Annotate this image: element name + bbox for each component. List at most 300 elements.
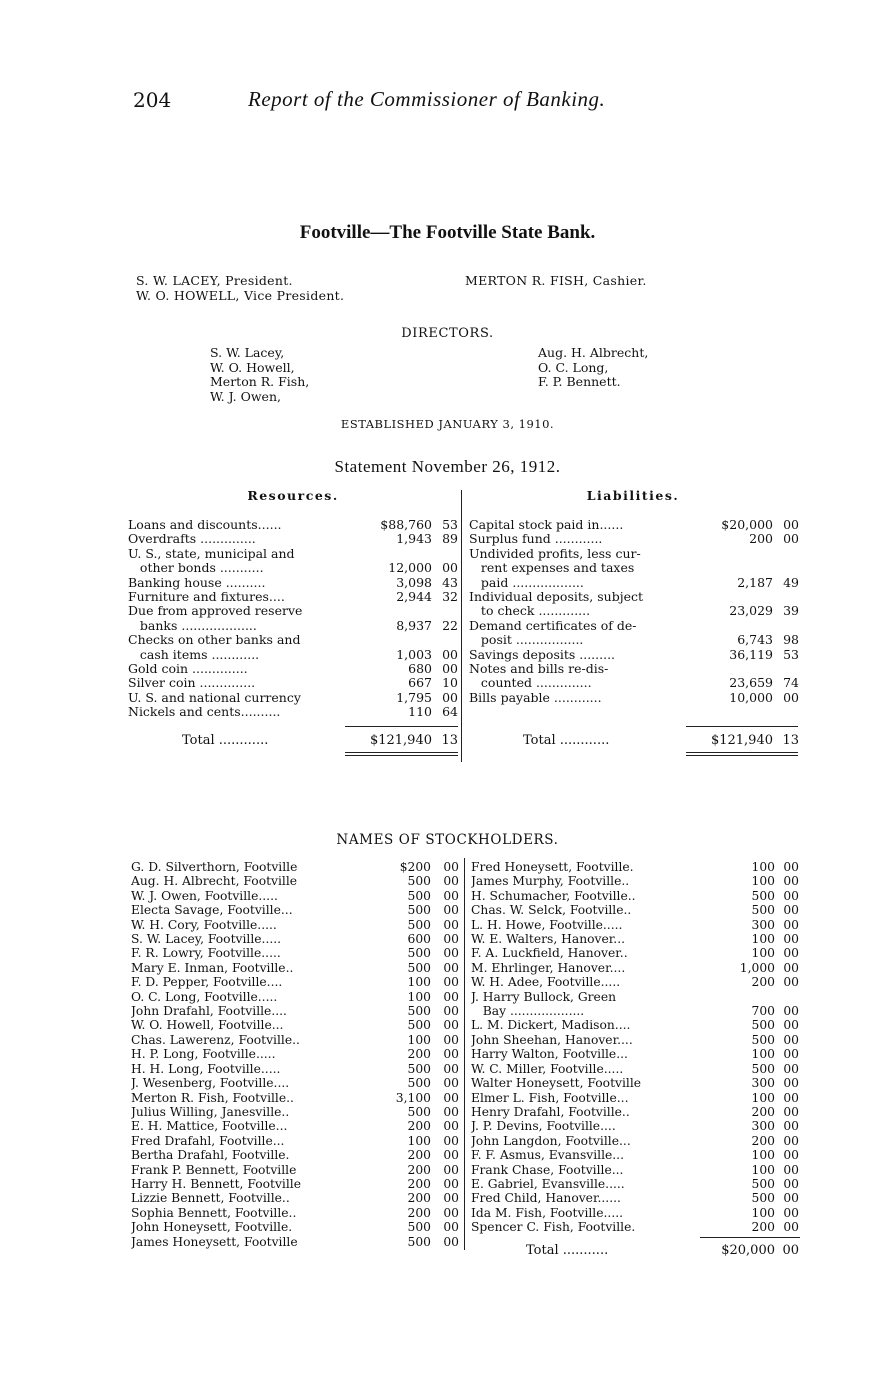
row-cents: 89 <box>442 531 458 547</box>
stockholders-left <box>131 860 459 1249</box>
row-dollars: 600 <box>407 932 431 947</box>
row-label: to check ............. <box>469 604 591 619</box>
table-row <box>471 975 799 989</box>
row-dollars: 200 <box>751 1133 775 1148</box>
table-row <box>128 561 458 575</box>
row-dollars: 200 <box>751 1104 775 1119</box>
row-cents: 00 <box>443 975 459 990</box>
row-dollars: $88,760 <box>380 517 432 532</box>
row-dollars: 500 <box>407 1076 431 1091</box>
row-cents: 00 <box>443 888 459 903</box>
row-label: Fred Child, Hanover...... <box>471 1191 621 1206</box>
row-dollars: 100 <box>751 946 775 961</box>
table-row <box>131 1119 459 1133</box>
row-cents: 00 <box>783 917 799 932</box>
table-row <box>471 961 799 975</box>
double-rule <box>686 752 798 753</box>
row-dollars: 500 <box>407 917 431 932</box>
total-label: Total ........... <box>526 1243 609 1258</box>
row-cents: 00 <box>442 661 458 677</box>
row-label: Lizzie Bennett, Footville.. <box>131 1191 290 1206</box>
table-row <box>131 860 459 874</box>
row-cents: 00 <box>783 517 799 532</box>
table-row <box>128 676 458 690</box>
row-cents: 00 <box>443 1234 459 1249</box>
table-row <box>471 1047 799 1061</box>
table-row <box>131 1206 459 1220</box>
table-row <box>128 691 458 705</box>
row-label: James Honeysett, Footville <box>131 1234 298 1249</box>
row-cents: 64 <box>442 704 458 720</box>
table-row <box>131 1163 459 1177</box>
table-row <box>131 932 459 946</box>
row-dollars: 680 <box>408 661 432 677</box>
row-cents: 53 <box>783 646 799 662</box>
table-row <box>471 1091 799 1105</box>
row-label: Ida M. Fish, Footville..... <box>471 1205 624 1220</box>
row-cents: 43 <box>442 574 458 590</box>
table-row <box>471 946 799 960</box>
table-row <box>128 518 458 532</box>
statement-title: Statement November 26, 1912. <box>334 457 561 476</box>
row-cents: 00 <box>443 989 459 1004</box>
row-label: Demand certificates of de- <box>469 618 637 633</box>
table-row <box>471 990 799 1004</box>
row-cents: 00 <box>783 1076 799 1091</box>
row-cents: 00 <box>443 932 459 947</box>
row-dollars: 100 <box>751 860 775 874</box>
row-dollars: 6,743 <box>737 632 773 648</box>
row-dollars: 500 <box>751 1032 775 1047</box>
table-row <box>128 662 458 676</box>
row-dollars: 100 <box>751 874 775 889</box>
liabilities-table <box>469 518 799 705</box>
table-row <box>471 1134 799 1148</box>
row-label: cash items ............ <box>128 647 260 662</box>
row-label: U. S. and national currency <box>128 690 301 705</box>
row-label: Gold coin .............. <box>128 662 248 677</box>
total-cents: 13 <box>782 733 799 748</box>
rule <box>700 1237 800 1238</box>
row-dollars: 500 <box>407 1061 431 1076</box>
table-row <box>131 1004 459 1018</box>
table-row <box>471 1163 799 1177</box>
table-row <box>131 1062 459 1076</box>
table-row <box>471 1004 799 1018</box>
row-label: Aug. H. Albrecht, Footville <box>131 874 298 889</box>
row-dollars: 500 <box>407 946 431 961</box>
table-row <box>131 1191 459 1205</box>
liabilities-heading: Liabilities. <box>586 488 680 503</box>
row-label: J. P. Devins, Footville.... <box>471 1119 616 1134</box>
row-dollars: 500 <box>407 1220 431 1235</box>
table-row <box>469 619 799 633</box>
row-label: M. Ehrlinger, Hanover.... <box>471 960 626 975</box>
row-cents: 00 <box>442 646 458 662</box>
row-label: Individual deposits, subject <box>469 590 644 605</box>
row-label: W. J. Owen, Footville..... <box>131 888 278 903</box>
row-dollars: 500 <box>407 1004 431 1019</box>
row-dollars: 100 <box>407 975 431 990</box>
running-head: Report of the Commissioner of Banking. <box>248 87 606 111</box>
row-dollars: 200 <box>407 1148 431 1163</box>
row-label: H. Schumacher, Footville.. <box>471 888 636 903</box>
table-row <box>131 918 459 932</box>
row-label: S. W. Lacey, Footville..... <box>131 932 282 947</box>
director: F. P. Bennett. <box>538 374 621 389</box>
row-label: Sophia Bennett, Footville.. <box>131 1205 297 1220</box>
row-dollars: 667 <box>408 675 432 691</box>
row-label: Frank P. Bennett, Footville <box>131 1162 297 1177</box>
total-label: Total ............ <box>523 733 610 748</box>
director: O. C. Long, <box>538 359 609 375</box>
table-row <box>128 576 458 590</box>
row-cents: 00 <box>443 1061 459 1076</box>
row-cents: 74 <box>783 675 799 691</box>
row-cents: 00 <box>443 1162 459 1177</box>
president: S. W. LACEY, President. <box>136 273 293 288</box>
row-cents: 00 <box>783 1018 799 1033</box>
row-label: H. H. Long, Footville..... <box>131 1061 281 1076</box>
row-cents: 00 <box>443 1176 459 1191</box>
row-label: Nickels and cents.......... <box>128 705 281 720</box>
row-label: Loans and discounts...... <box>128 518 282 532</box>
table-row <box>131 903 459 917</box>
row-dollars: 500 <box>751 888 775 903</box>
table-row <box>469 662 799 676</box>
row-label: F. F. Asmus, Evansville... <box>471 1148 625 1163</box>
table-row <box>471 1148 799 1162</box>
row-label: Fred Honeysett, Footville. <box>471 860 634 874</box>
row-dollars: 100 <box>407 1032 431 1047</box>
table-row <box>469 604 799 618</box>
directors-left <box>210 346 309 404</box>
row-label: E. Gabriel, Evansville..... <box>471 1176 625 1191</box>
table-row <box>131 1105 459 1119</box>
row-cents: 00 <box>443 1090 459 1105</box>
row-label: Julius Willing, Janesville.. <box>131 1104 290 1119</box>
row-dollars: 100 <box>407 989 431 1004</box>
table-row <box>471 1062 799 1076</box>
row-cents <box>773 590 799 604</box>
row-label: W. E. Walters, Hanover... <box>471 932 626 947</box>
row-dollars: 2,187 <box>737 574 773 590</box>
row-label: John Drafahl, Footville.... <box>131 1004 287 1019</box>
row-dollars: 200 <box>407 1176 431 1191</box>
row-cents: 00 <box>783 531 799 547</box>
table-row <box>128 648 458 662</box>
row-cents <box>432 604 458 618</box>
row-label: Bay ................... <box>471 1004 585 1019</box>
table-row <box>471 889 799 903</box>
row-label: Bertha Drafahl, Footville. <box>131 1148 290 1163</box>
table-row <box>471 918 799 932</box>
row-dollars: 3,098 <box>396 574 432 590</box>
row-dollars: 300 <box>751 1119 775 1134</box>
row-label: John Sheehan, Hanover.... <box>471 1032 633 1047</box>
table-row <box>469 547 799 561</box>
row-cents: 00 <box>783 860 799 874</box>
row-label: Mary E. Inman, Footville.. <box>131 960 294 975</box>
row-label: Notes and bills re-dis- <box>469 662 609 677</box>
established-date: ESTABLISHED JANUARY 3, 1910. <box>340 417 555 431</box>
table-row <box>471 1105 799 1119</box>
table-row <box>131 1033 459 1047</box>
row-label: rent expenses and taxes <box>469 561 635 576</box>
row-label: F. D. Pepper, Footville.... <box>131 975 283 990</box>
row-label: Surplus fund ............ <box>469 532 603 547</box>
row-label: Chas. Lawerenz, Footville.. <box>131 1032 300 1047</box>
table-row <box>131 874 459 888</box>
row-label: J. Harry Bullock, Green <box>471 989 617 1004</box>
row-dollars: 100 <box>751 1047 775 1062</box>
row-label: L. M. Dickert, Madison.... <box>471 1018 631 1033</box>
row-cents: 00 <box>783 1090 799 1105</box>
row-cents: 00 <box>443 903 459 918</box>
table-row <box>471 932 799 946</box>
row-dollars: 1,000 <box>739 960 775 975</box>
row-dollars: 200 <box>407 1047 431 1062</box>
row-label: W. C. Miller, Footville..... <box>471 1061 624 1076</box>
page-number: 204 <box>133 88 172 112</box>
row-dollars <box>685 619 773 633</box>
row-cents: 00 <box>443 960 459 975</box>
row-dollars: 100 <box>751 1205 775 1220</box>
row-label: F. A. Luckfield, Hanover.. <box>471 946 628 961</box>
stockholders-heading: NAMES OF STOCKHOLDERS. <box>336 832 559 848</box>
table-row <box>128 705 458 719</box>
row-cents: 00 <box>443 1104 459 1119</box>
double-rule <box>345 755 458 756</box>
row-label: John Langdon, Footville... <box>471 1133 631 1148</box>
column-divider <box>464 858 465 1250</box>
row-dollars: 36,119 <box>729 646 773 662</box>
row-dollars <box>697 990 775 1004</box>
row-label: J. Wesenberg, Footville.... <box>131 1076 290 1091</box>
table-row <box>471 1177 799 1191</box>
row-cents: 00 <box>783 1004 799 1019</box>
table-row <box>469 518 799 532</box>
row-dollars: 500 <box>751 1018 775 1033</box>
row-dollars: 500 <box>751 1191 775 1206</box>
row-dollars: 1,943 <box>396 531 432 547</box>
table-row <box>131 1134 459 1148</box>
table-row <box>469 633 799 647</box>
director: W. O. Howell, <box>210 359 295 375</box>
row-cents: 98 <box>783 632 799 648</box>
table-row <box>469 691 799 705</box>
table-row <box>471 1206 799 1220</box>
directors-heading: DIRECTORS. <box>401 326 494 341</box>
row-label: Merton R. Fish, Footville.. <box>131 1090 294 1105</box>
total-label: Total ............ <box>182 733 269 748</box>
row-dollars: $200 <box>399 860 431 874</box>
row-label: Bills payable ............ <box>469 690 602 705</box>
row-dollars: 200 <box>749 531 773 547</box>
table-row <box>471 1191 799 1205</box>
table-row <box>128 590 458 604</box>
table-row <box>128 633 458 647</box>
row-label: H. P. Long, Footville..... <box>131 1047 276 1062</box>
row-cents: 00 <box>443 1205 459 1220</box>
row-cents: 00 <box>783 1133 799 1148</box>
table-row <box>469 590 799 604</box>
row-cents: 00 <box>443 917 459 932</box>
row-dollars: 100 <box>751 1090 775 1105</box>
row-cents: 00 <box>443 1191 459 1206</box>
cashier: MERTON R. FISH, Cashier. <box>465 273 647 288</box>
row-cents: 00 <box>783 1205 799 1220</box>
liabilities-total-row <box>469 733 799 748</box>
row-cents <box>773 619 799 633</box>
row-cents: 49 <box>783 574 799 590</box>
total-dollars: $121,940 <box>369 733 432 748</box>
row-cents: 00 <box>783 946 799 961</box>
row-label: Overdrafts .............. <box>128 532 256 547</box>
table-row <box>469 676 799 690</box>
row-cents: 00 <box>783 1032 799 1047</box>
row-cents: 00 <box>783 1191 799 1206</box>
row-label: F. R. Lowry, Footville..... <box>131 946 281 961</box>
row-cents: 00 <box>443 874 459 889</box>
row-dollars: 500 <box>751 903 775 918</box>
row-dollars: 500 <box>407 960 431 975</box>
row-cents: 00 <box>783 689 799 705</box>
row-label: posit ................. <box>469 633 584 648</box>
rule <box>345 726 458 727</box>
row-cents: 00 <box>443 1220 459 1235</box>
row-dollars: 100 <box>407 1133 431 1148</box>
table-row <box>471 874 799 888</box>
row-cents: 00 <box>443 860 459 874</box>
row-dollars: 500 <box>407 888 431 903</box>
row-cents <box>775 990 799 1004</box>
total-dollars: $20,000 <box>721 1243 775 1258</box>
row-dollars <box>350 604 432 618</box>
row-dollars: 500 <box>407 1234 431 1249</box>
row-cents <box>773 561 799 575</box>
total-cents: 13 <box>441 733 458 748</box>
row-cents: 00 <box>442 689 458 705</box>
row-cents: 00 <box>443 1047 459 1062</box>
row-dollars: 23,029 <box>729 603 773 619</box>
table-row <box>128 532 458 546</box>
row-label: Furniture and fixtures.... <box>128 590 285 605</box>
table-row <box>131 889 459 903</box>
row-dollars <box>685 561 773 575</box>
row-dollars: 1,003 <box>396 646 432 662</box>
rule <box>686 726 798 727</box>
row-cents: 00 <box>443 1148 459 1163</box>
table-row <box>471 1018 799 1032</box>
table-row <box>471 860 799 874</box>
table-row <box>471 1220 799 1234</box>
row-dollars: 300 <box>751 917 775 932</box>
row-label: James Murphy, Footville.. <box>471 874 630 889</box>
table-row <box>469 561 799 575</box>
row-cents: 00 <box>443 1133 459 1148</box>
row-cents: 00 <box>783 1104 799 1119</box>
row-dollars: 200 <box>407 1162 431 1177</box>
row-label: Harry H. Bennett, Footville <box>131 1176 301 1191</box>
row-label: counted .............. <box>469 676 592 691</box>
row-dollars <box>350 547 432 561</box>
row-label: Elmer L. Fish, Footville... <box>471 1090 629 1105</box>
table-row <box>471 1076 799 1090</box>
table-row <box>131 1018 459 1032</box>
table-row <box>471 903 799 917</box>
table-row <box>131 1076 459 1090</box>
row-label: Walter Honeysett, Footville <box>471 1076 642 1091</box>
resources-total-row <box>128 733 458 748</box>
row-label: John Honeysett, Footville. <box>131 1220 293 1235</box>
row-label: paid .................. <box>469 575 584 590</box>
row-dollars: 500 <box>407 1018 431 1033</box>
row-cents: 22 <box>442 617 458 633</box>
row-dollars: 500 <box>407 903 431 918</box>
table-row <box>131 1235 459 1249</box>
row-label: U. S., state, municipal and <box>128 546 295 561</box>
row-dollars: 500 <box>751 1061 775 1076</box>
row-label: W. H. Cory, Footville..... <box>131 917 277 932</box>
row-cents: 00 <box>783 888 799 903</box>
table-row <box>128 619 458 633</box>
row-dollars: 200 <box>751 1220 775 1235</box>
director: S. W. Lacey, <box>210 345 285 360</box>
row-dollars: 10,000 <box>729 689 773 705</box>
row-dollars: 23,659 <box>729 675 773 691</box>
director: Aug. H. Albrecht, <box>538 345 649 360</box>
row-cents: 00 <box>783 1119 799 1134</box>
table-row <box>131 1091 459 1105</box>
row-label: Chas. W. Selck, Footville.. <box>471 903 632 918</box>
row-label: W. H. Adee, Footville..... <box>471 975 621 990</box>
table-row <box>131 1177 459 1191</box>
row-dollars: 100 <box>751 932 775 947</box>
row-cents: 00 <box>443 946 459 961</box>
row-label: Due from approved reserve <box>128 604 303 619</box>
table-row <box>131 990 459 1004</box>
row-dollars: 300 <box>751 1076 775 1091</box>
row-dollars: 200 <box>407 1205 431 1220</box>
row-cents: 00 <box>443 1119 459 1134</box>
table-row <box>128 604 458 618</box>
row-dollars: 12,000 <box>388 560 432 576</box>
row-dollars: 3,100 <box>395 1090 431 1105</box>
row-label: Frank Chase, Footville... <box>471 1162 624 1177</box>
table-row <box>131 975 459 989</box>
row-label: Henry Drafahl, Footville.. <box>471 1104 630 1119</box>
row-cents: 00 <box>783 1220 799 1235</box>
row-label: Fred Drafahl, Footville... <box>131 1133 285 1148</box>
table-row <box>131 961 459 975</box>
row-dollars <box>685 662 773 676</box>
row-cents: 00 <box>783 903 799 918</box>
row-label: G. D. Silverthorn, Footville <box>131 860 298 874</box>
total-cents: 00 <box>782 1243 799 1258</box>
row-dollars: 500 <box>407 874 431 889</box>
resources-heading: Resources. <box>247 488 339 503</box>
row-dollars: 500 <box>407 1104 431 1119</box>
row-label: other bonds ........... <box>128 561 264 576</box>
row-dollars: 110 <box>408 704 432 720</box>
row-label: Savings deposits ......... <box>469 647 616 662</box>
row-dollars: 200 <box>407 1119 431 1134</box>
row-cents: 00 <box>783 1061 799 1076</box>
total-dollars: $121,940 <box>710 733 773 748</box>
row-label: Electa Savage, Footville... <box>131 903 293 918</box>
table-row <box>131 946 459 960</box>
